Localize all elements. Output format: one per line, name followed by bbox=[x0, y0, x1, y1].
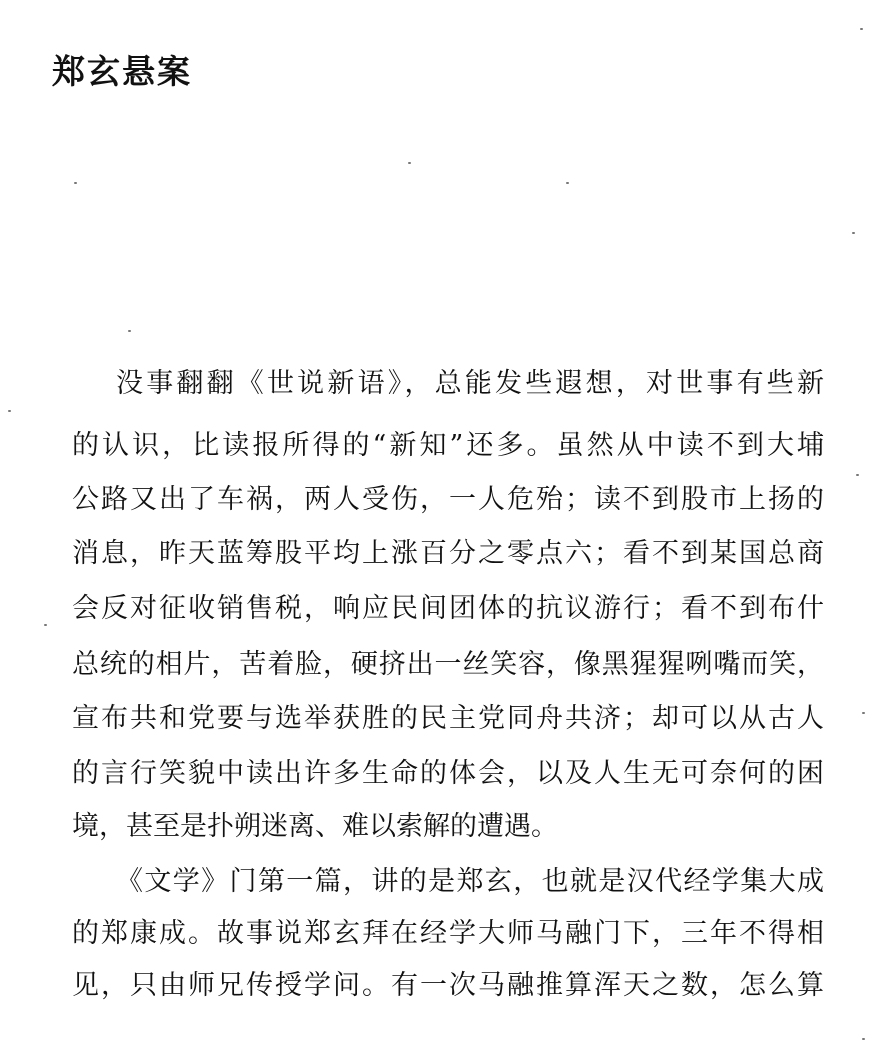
scan-speck bbox=[74, 182, 77, 184]
paragraph-1-line-3: 公路又出了车祸，两人受伤，一人危殆；读不到股市上扬的 bbox=[72, 484, 824, 515]
paragraph-2-line-1: 《文学》门第一篇，讲的是郑玄，也就是汉代经学集大成 bbox=[116, 866, 824, 897]
paragraph-1-line-9: 境，甚至是扑朔迷离、难以索解的遭遇。 bbox=[72, 811, 558, 842]
scan-speck bbox=[566, 182, 569, 184]
paragraph-1-line-8: 的言行笑貌中读出许多生命的体会，以及人生无可奈何的困 bbox=[72, 758, 824, 789]
paragraph-2-line-2: 的郑康成。故事说郑玄拜在经学大师马融门下，三年不得相 bbox=[72, 918, 824, 949]
paragraph-1-line-5: 会反对征收销售税，响应民间团体的抗议游行；看不到布什 bbox=[72, 593, 824, 624]
paragraph-1-line-4: 消息，昨天蓝筹股平均上涨百分之零点六；看不到某国总商 bbox=[72, 538, 824, 569]
paragraph-2-line-3: 见，只由师兄传授学问。有一次马融推算浑天之数，怎么算 bbox=[72, 970, 824, 1001]
scan-speck bbox=[408, 162, 411, 164]
scan-speck bbox=[856, 474, 859, 476]
scan-speck bbox=[44, 624, 47, 626]
scan-speck bbox=[8, 410, 11, 412]
scan-speck bbox=[862, 712, 865, 714]
chapter-title: 郑玄悬案 bbox=[52, 52, 192, 91]
scan-speck bbox=[128, 330, 131, 332]
paragraph-1-line-6: 总统的相片，苦着脸，硬挤出一丝笑容，像黑猩猩咧嘴而笑， bbox=[72, 649, 824, 680]
scan-speck bbox=[860, 28, 863, 30]
scan-speck bbox=[852, 232, 855, 234]
paragraph-1-line-1: 没事翻翻《世说新语》，总能发些遐想，对世事有些新 bbox=[116, 368, 824, 399]
paragraph-1-line-7: 宣布共和党要与选举获胜的民主党同舟共济；却可以从古人 bbox=[72, 703, 824, 734]
paragraph-1-line-2: 的认识，比读报所得的“新知”还多。虽然从中读不到大埔 bbox=[72, 430, 824, 461]
scan-speck bbox=[862, 1038, 865, 1040]
